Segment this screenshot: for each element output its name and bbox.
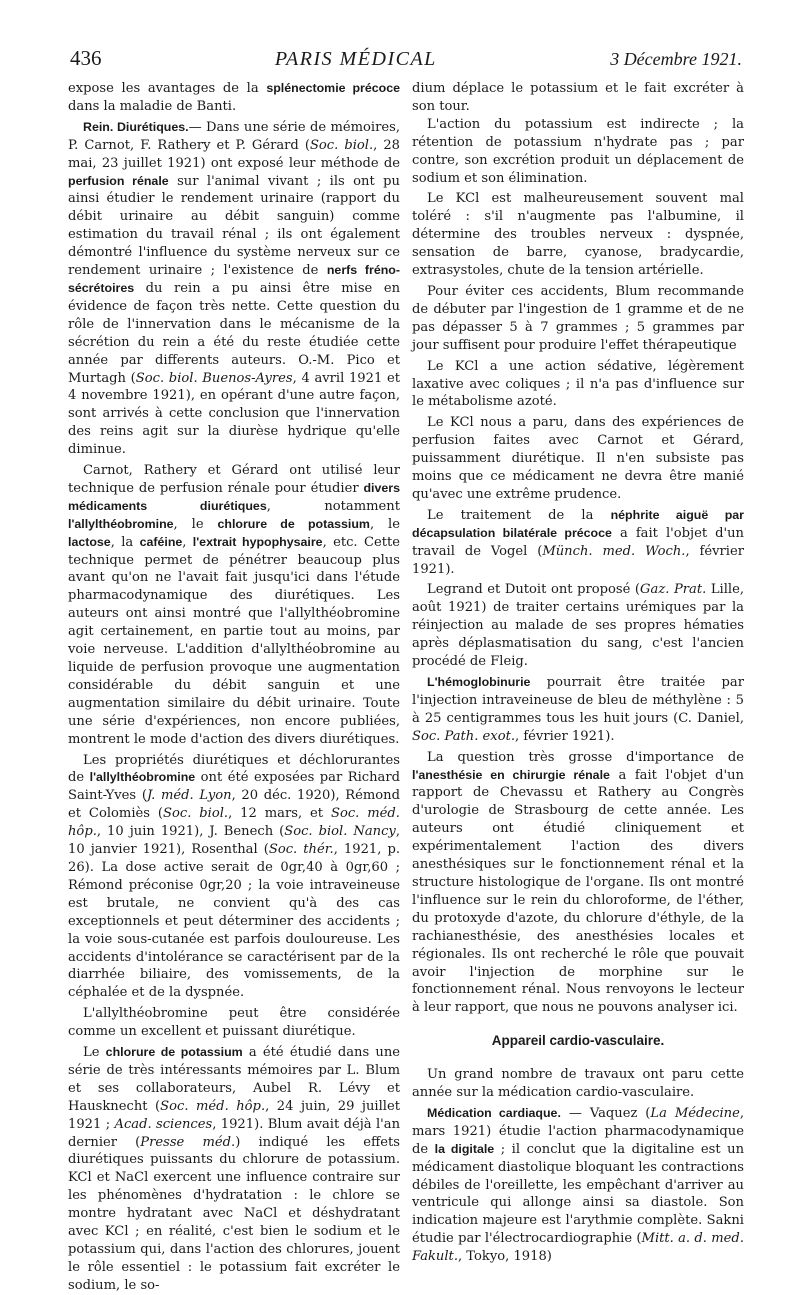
- page-number: 436: [70, 46, 102, 70]
- paragraph: Le traitement de la néphrite aiguë par décapsulation bilatérale précoce a fait l'objet d'un travail de Vogel (Münch. med. Woch., février 1921).: [412, 507, 744, 577]
- issue-date: 3 Décembre 1921.: [610, 49, 742, 69]
- right-column: [412, 80, 744, 1266]
- paragraph: L'action du potassium est indirecte ; la rétention de potassium n'hydrate pas ; par contre, son excrétion produit un déplacement de sodium et son élimination.: [412, 116, 744, 186]
- running-header: [70, 46, 742, 76]
- paragraph: dium déplace le potassium et le fait excréter à son tour.: [412, 81, 744, 114]
- paragraph: Rein. Diurétiques.— Dans une série de mémoires, P. Carnot, F. Rathery et P. Gérard (Soc. biol., 28 mai, 23 juillet 1921) ont exposé leur méthode de perfusion rénale sur l'animal vivant ; ils ont pu ainsi étudier le rendement urinaire (rapport du débit urinaire au débit sanguin) comme estimation du travail rénal ; ils ont également démontré l'influence du système nerveux sur ce rendement urinaire ; l'existence de nerfs fréno-sécrétoires du rein a pu ainsi être mise en évidence de façon très nette. Cette question du rôle de l'innervation dans le mécanisme de la sécrétion du rein a été du reste étudiée cette année par differents auteurs. O.-M. Pico et Murtagh (Soc. biol. Buenos-Ayres, 4 avril 1921 et 4 novembre 1921), en opérant d'une autre façon, sont arrivés à cette conclusion que l'innervation des reins agit sur la diurèse hydrique qu'elle diminue.: [68, 119, 401, 458]
- paragraph: Le KCl nous a paru, dans des expériences de perfusion faites avec Carnot et Gérard, puissamment diurétique. Il n'en subsiste pas moins que ce médicament ne devra être manié qu'avec une extrême prudence.: [412, 415, 744, 502]
- paragraph: Carnot, Rathery et Gérard ont utilisé leur technique de perfusion rénale pour étudier divers médicaments diurétiques, notamment l'allylthéobromine, le chlorure de potassium, le lactose, la caféine, l'extrait hypophysaire, etc. Cette technique permet de pénétrer beaucoup plus avant qu'on ne l'avait fait jusqu'ici dans l'étude pharmacodynamique des diurétiques. Les auteurs ont ainsi montré que l'allylthéobromine agit certainement, en partie tout au moins, par voie nerveuse. L'addition d'allylthéobromine au liquide de perfusion provoque une augmentation considérable du débit sanguin et une augmentation similaire du débit urinaire. Toute une série d'expériences, non encore publiées, montrent le mode d'action des divers diurétiques.: [68, 463, 400, 747]
- paragraph: La question très grosse d'importance de l'anesthésie en chirurgie rénale a fait l'objet d'un rapport de Chevassu et Rathery au Congrès d'urologie de Strasbourg de cette année. Les auteurs ont étudié cliniquement et expérimentalement l'action des divers anesthésiques sur le fonctionnement rénal et la structure histologique de l'organe. Ils ont montré l'influence sur le rein du chloroforme, de l'éther, du protoxyde d'azote, du chlorure d'éthyle, de la rachianesthésie, des anesthésies locales et régionales. Ils ont recherché le rôle que pouvait avoir l'injection de morphine sur le fonctionnement rénal. Nous renvoyons le lecteur à leur rapport, que nous ne pouvons analyser ici.: [412, 749, 744, 1016]
- paragraph: Le KCl est malheureusement souvent mal toléré : s'il n'augmente pas l'albumine, il détermine des troubles nerveux : dyspnée, sensation de barre, cyanose, bradycardie, extrasystoles, chute de la tension artérielle.: [412, 191, 744, 279]
- paragraph: Pour éviter ces accidents, Blum recommande de débuter par l'ingestion de 1 gramme et de ne pas dépasser 5 à 7 grammes ; 5 grammes par jour suffisent pour produire l'effet thérapeutique: [412, 283, 744, 353]
- paragraph: Le KCl a une action sédative, légèrement laxative avec coliques ; il n'a pas d'influence sur le métabolisme azoté.: [412, 358, 744, 410]
- paragraph: expose les avantages de la splénectomie précoce dans la maladie de Banti.: [68, 81, 401, 114]
- paragraph: Legrand et Dutoit ont proposé (Gaz. Prat. Lille, août 1921) de traiter certains urémiques par la réinjection au malade de ses propres hématies après déplasmatisation du sang, c'est l'ancien procédé de Fleig.: [412, 582, 744, 670]
- paragraph: L'allylthéobromine peut être considérée comme un excellent et puissant diurétique.: [68, 1006, 400, 1040]
- journal-title: PARIS MÉDICAL: [274, 48, 437, 70]
- paragraph: Médication cardiaque. — Vaquez (La Médecine, mars 1921) étudie l'action pharmacodynamique de la digitale ; il conclut que la digitaline est un médicament diastolique bloquant les contractions débiles de l'oreillette, les empêchant d'arriver au ventricule qui allonge ainsi sa diastole. Son indication majeure est l'arythmie complète. Sakni étudie par l'électrocardiographie (Mitt. a. d. med. Fakult., Tokyo, 1918): [412, 1105, 745, 1265]
- paragraph: L'hémoglobinurie pourrait être traitée par l'injection intraveineuse de bleu de méthylène : 5 à 25 centigrammes tous les huit jours (C. Daniel, Soc. Path. exot., février 1921).: [412, 675, 744, 744]
- paragraph: Un grand nombre de travaux ont paru cette année sur la médication cardio-vasculaire.: [412, 1067, 744, 1101]
- paragraph: Les propriétés diurétiques et déchlorurantes de l'allylthéobromine ont été exposées par Richard Saint-Yves (J. méd. Lyon, 20 déc. 1920), Rémond et Colomiès (Soc. biol., 12 mars, et Soc. méd. hôp., 10 juin 1921), J. Benech (Soc. biol. Nancy, 10 janvier 1921), Rosenthal (Soc. thér., 1921, p. 26). La dose active serait de 0gr,40 à 0gr,60 ; Rémond préconise 0gr,20 ; la voie intraveineuse est brutale, ne convient qu'à des cas exceptionnels et peut déterminer des accidents ; la voie sous-cutanée est parfois douloureuse. Les accidents d'intolérance se caractérisent par de la diarrhée biliaire, des vomissements, de la céphalée et de la dyspnée.: [68, 752, 401, 1001]
- left-column: [68, 80, 400, 1295]
- paragraph: Le chlorure de potassium a été étudié dans une série de très intéressants mémoires par L. Blum et ses collaborateurs, Aubel R. Lévy et Hausknecht (Soc. méd. hôp., 24 juin, 29 juillet 1921 ; Acad. sciences, 1921). Blum avait déjà l'an dernier (Presse méd.) indiqué les effets diurétiques puissants du chlorure de potassium. KCl et NaCl exercent une influence contraire sur les phénomènes d'hydratation : le chlore se montre hydratant avec NaCl et déshydratant avec KCl ; en réalité, c'est bien le sodium et le potassium qui, dans l'action des chlorures, jouent le rôle essentiel : le potassium fait excréter le sodium, le so-: [68, 1045, 401, 1293]
- section-heading: Appareil cardio-vasculaire.: [491, 1033, 665, 1049]
